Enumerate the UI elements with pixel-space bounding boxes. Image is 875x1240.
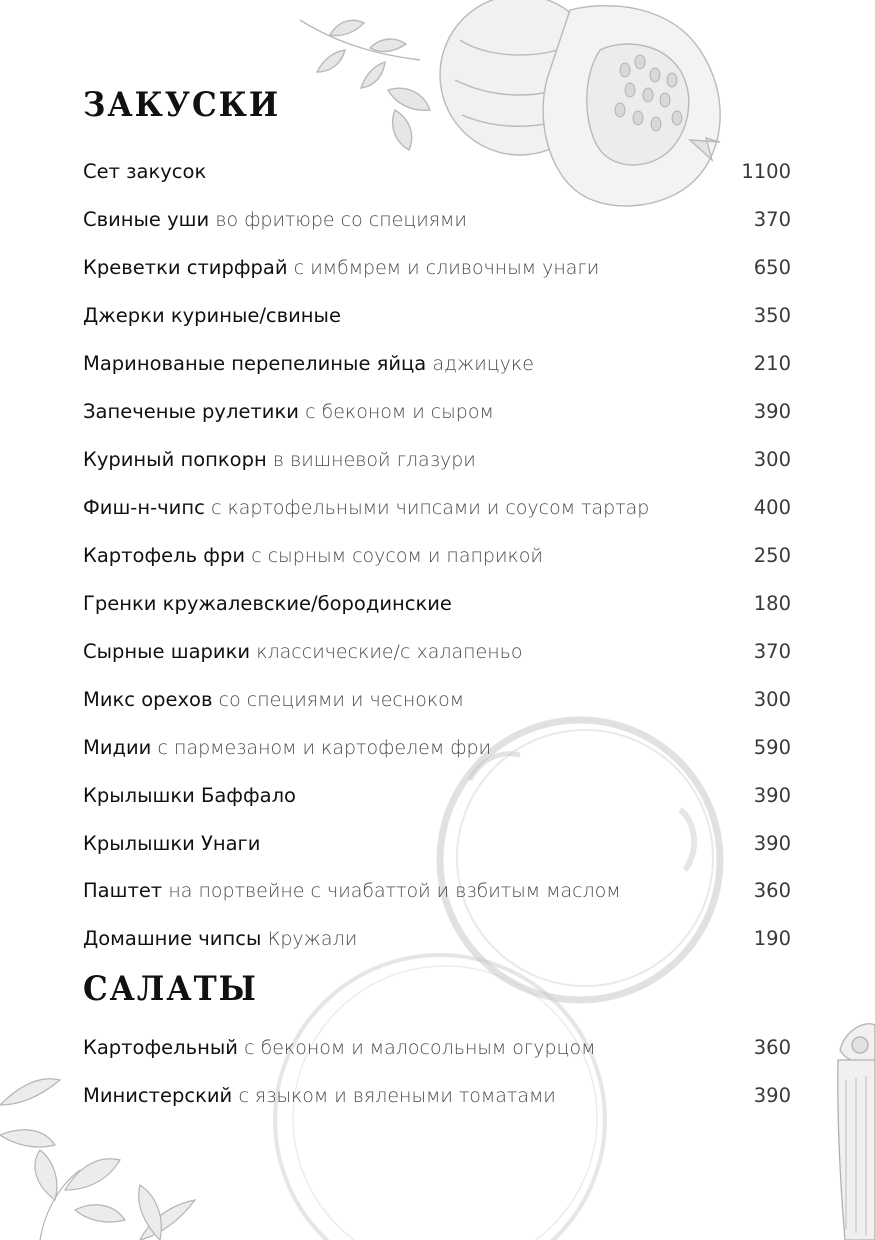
item-price: 390: [753, 1083, 791, 1107]
item-price: 590: [753, 735, 791, 759]
menu-item: [83, 156, 791, 186]
item-price: 400: [753, 495, 791, 519]
item-description: аджицуке: [432, 352, 534, 375]
item-description: классические/с халапеньо: [256, 640, 523, 663]
item-description: Кружали: [267, 927, 358, 950]
item-name: Микс орехов: [83, 687, 213, 711]
menu-item: [83, 636, 791, 666]
item-name: Свиные уши: [83, 207, 210, 231]
item-price: 350: [753, 303, 791, 327]
item-name: Куриный попкорн: [83, 447, 267, 471]
item-price: 300: [753, 447, 791, 471]
item-price: 370: [753, 639, 791, 663]
item-name: Фиш-н-чипс: [83, 495, 205, 519]
item-description: со специями и чесноком: [218, 688, 465, 711]
item-name: Джерки куриные/свиные: [83, 303, 341, 327]
item-description: с беконом и сыром: [305, 400, 494, 423]
item-name: Маринованые перепелиные яйца: [83, 351, 427, 375]
menu-item: [83, 204, 791, 234]
item-price: 370: [753, 207, 791, 231]
item-price: 210: [753, 351, 791, 375]
menu-item: [83, 732, 791, 762]
item-name: Паштет: [83, 878, 163, 902]
item-name: Сырные шарики: [83, 639, 251, 663]
item-price: 390: [753, 783, 791, 807]
menu-item: [83, 875, 791, 905]
item-description: с беконом и малосольным огурцом: [244, 1036, 596, 1059]
item-description: с пармезаном и картофелем фри: [157, 736, 492, 759]
menu-item: [83, 300, 791, 330]
item-price: 180: [753, 591, 791, 615]
item-name: Крылышки Унаги: [83, 831, 261, 855]
item-price: 390: [753, 831, 791, 855]
menu-item: [83, 492, 791, 522]
item-description: с имбмрем и сливочным унаги: [293, 256, 600, 279]
item-description: во фритюре со специями: [215, 208, 467, 231]
item-name: Крылышки Баффало: [83, 783, 296, 807]
item-price: 1100: [741, 159, 791, 183]
item-price: 360: [753, 1035, 791, 1059]
item-name: Мидии: [83, 735, 152, 759]
item-price: 300: [753, 687, 791, 711]
item-price: 250: [753, 543, 791, 567]
item-description: с языком и вялеными томатами: [238, 1084, 556, 1107]
menu-item: [83, 1080, 791, 1110]
item-description: в вишневой глазури: [272, 448, 476, 471]
menu-item: [83, 252, 791, 282]
menu-item: [83, 444, 791, 474]
item-price: 390: [753, 399, 791, 423]
menu-item: [83, 540, 791, 570]
item-description: на портвейне с чиабаттой и взбитым маслом: [168, 879, 621, 902]
item-name: Картофель фри: [83, 543, 246, 567]
item-name: Домашние чипсы: [83, 926, 262, 950]
menu-item: [83, 684, 791, 714]
item-price: 650: [753, 255, 791, 279]
menu-item: [83, 780, 791, 810]
item-name: Креветки стирфрай: [83, 255, 288, 279]
item-name: Сет закусок: [83, 159, 207, 183]
menu-item: [83, 923, 791, 953]
menu-item: [83, 1032, 791, 1062]
menu-item: [83, 396, 791, 426]
item-description: с сырным соусом и паприкой: [251, 544, 543, 567]
item-price: 190: [753, 926, 791, 950]
section-title-zakuski: ЗАКУСКИ: [83, 86, 281, 125]
menu-item: [83, 588, 791, 618]
item-description: с картофельными чипсами и соусом тартар: [211, 496, 650, 519]
item-name: Картофельный: [83, 1035, 238, 1059]
section-title-salaty: САЛАТЫ: [83, 970, 258, 1009]
item-name: Министерский: [83, 1083, 233, 1107]
item-price: 360: [753, 878, 791, 902]
menu-item: [83, 828, 791, 858]
menu-item: [83, 348, 791, 378]
item-name: Гренки кружалевские/бородинские: [83, 591, 452, 615]
item-name: Запеченые рулетики: [83, 399, 299, 423]
